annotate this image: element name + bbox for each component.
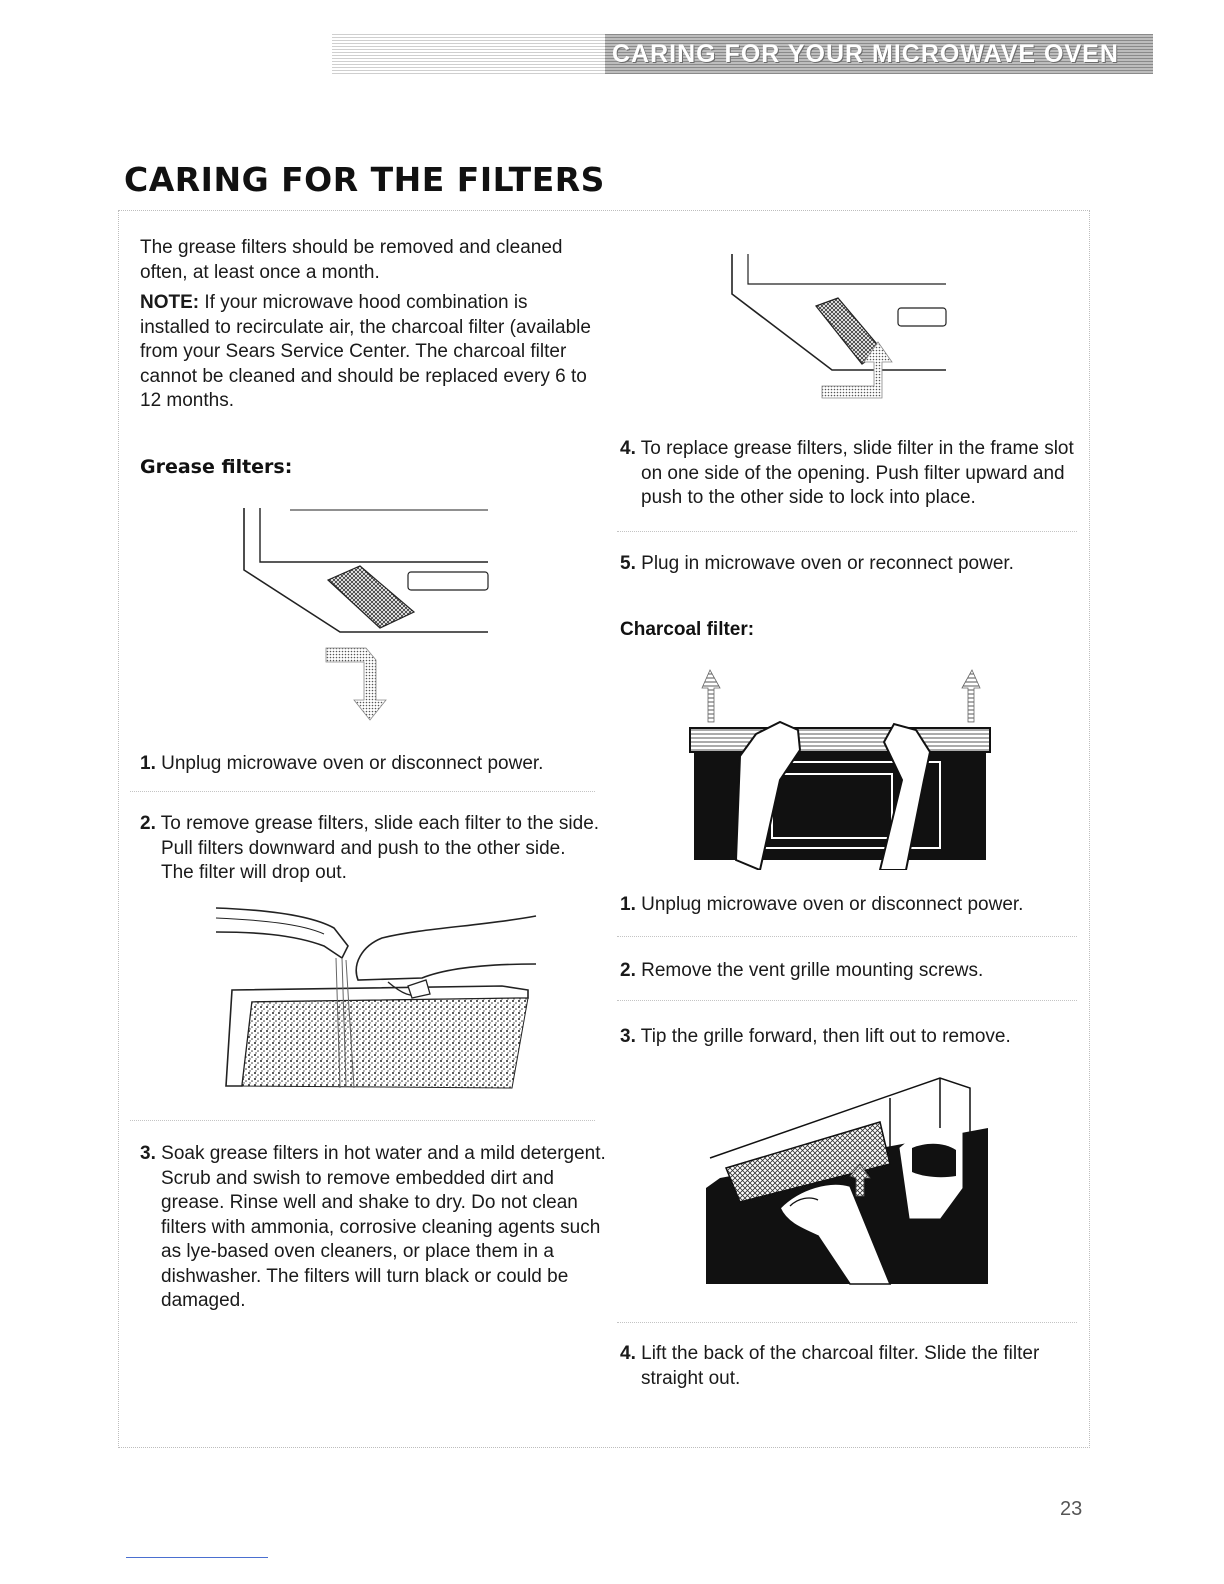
- note-line-5: 12 months.: [140, 390, 234, 411]
- note-line-3: from your Sears Service Center. The charcoal filter: [140, 341, 567, 362]
- charcoal-filter-heading: Charcoal filter:: [620, 619, 755, 640]
- divider: [617, 1322, 1077, 1323]
- grease-step-1-num: 1.: [140, 753, 156, 774]
- vent-grille-removal-illustration: [680, 660, 1000, 870]
- charcoal-step-1-num: 1.: [620, 894, 636, 915]
- grease-step-5-num: 5.: [620, 553, 636, 574]
- header-banner-text: CARING FOR YOUR MICROWAVE OVEN: [612, 40, 1119, 68]
- grease-step-1-text: Unplug microwave oven or disconnect power.: [161, 753, 544, 774]
- note-label: NOTE:: [140, 292, 200, 313]
- grease-step-3: [140, 1142, 606, 1314]
- grease-step-3-num: 3.: [140, 1143, 156, 1164]
- divider: [130, 791, 595, 792]
- charcoal-step-2: [620, 959, 1096, 984]
- charcoal-step-3-text: Tip the grille forward, then lift out to remove.: [640, 1026, 1011, 1047]
- charcoal-step-3-num: 3.: [620, 1026, 636, 1047]
- charcoal-step-3: [620, 1025, 1096, 1050]
- intro-line-2: often, at least once a month.: [140, 261, 380, 283]
- divider: [617, 936, 1077, 937]
- filter-washing-illustration: [212, 898, 542, 1090]
- grease-step-4: [620, 437, 1096, 511]
- grease-filter-replace-illustration: [722, 250, 952, 425]
- divider: [130, 1120, 595, 1121]
- grease-step-5: [620, 552, 1096, 577]
- page-number: 23: [1060, 1498, 1083, 1520]
- grease-step-1: [140, 752, 621, 777]
- charcoal-step-4-text: Lift the back of the charcoal filter. Slide the filter straight out.: [641, 1343, 1040, 1389]
- note-line-2: installed to recirculate air, the charcoal filter (available: [140, 316, 591, 338]
- note-line-4: cannot be cleaned and should be replaced every 6 to: [140, 365, 587, 387]
- charcoal-step-2-text: Remove the vent grille mounting screws.: [641, 960, 984, 981]
- note-line-1: If your microwave hood combination is: [199, 292, 528, 313]
- divider: [617, 1000, 1077, 1001]
- grease-step-2: [140, 812, 601, 886]
- charcoal-step-4: [620, 1342, 1081, 1391]
- charcoal-step-4-num: 4.: [620, 1343, 636, 1364]
- page-title: CARING FOR THE FILTERS: [124, 160, 605, 199]
- grease-step-2-text: To remove grease filters, slide each filter to the side. Pull filters downward and push to the other side. The filter will drop out.: [160, 813, 600, 883]
- charcoal-step-1-text: Unplug microwave oven or disconnect power.: [641, 894, 1024, 915]
- intro-text: [140, 236, 600, 285]
- grease-step-4-num: 4.: [620, 438, 636, 459]
- charcoal-filter-removal-illustration: [700, 1068, 995, 1288]
- charcoal-step-1: [620, 893, 1096, 918]
- grease-step-2-num: 2.: [140, 813, 156, 834]
- divider: [617, 531, 1077, 532]
- footer-line: [126, 1557, 268, 1558]
- grease-step-4-text: To replace grease filters, slide filter in the frame slot on one side of the opening. Push filter upward and push to the other side to lock into place.: [640, 438, 1074, 508]
- note-text: [140, 291, 610, 414]
- intro-line-1: The grease filters should be removed and cleaned: [140, 237, 563, 258]
- grease-step-3-text: Soak grease filters in hot water and a mild detergent. Scrub and swish to remove embedded dirt and grease. Rinse well and shake to dry. Do not clean filters with ammonia, corrosive cleaning agents such as lye-based oven cleaners, or place them in a dishwasher. The filters will turn black or could be damaged.: [161, 1143, 606, 1311]
- grease-filters-heading: Grease filters:: [140, 456, 293, 478]
- charcoal-step-2-num: 2.: [620, 960, 636, 981]
- grease-filter-removal-illustration: [230, 500, 500, 725]
- grease-step-5-text: Plug in microwave oven or reconnect power.: [641, 553, 1014, 574]
